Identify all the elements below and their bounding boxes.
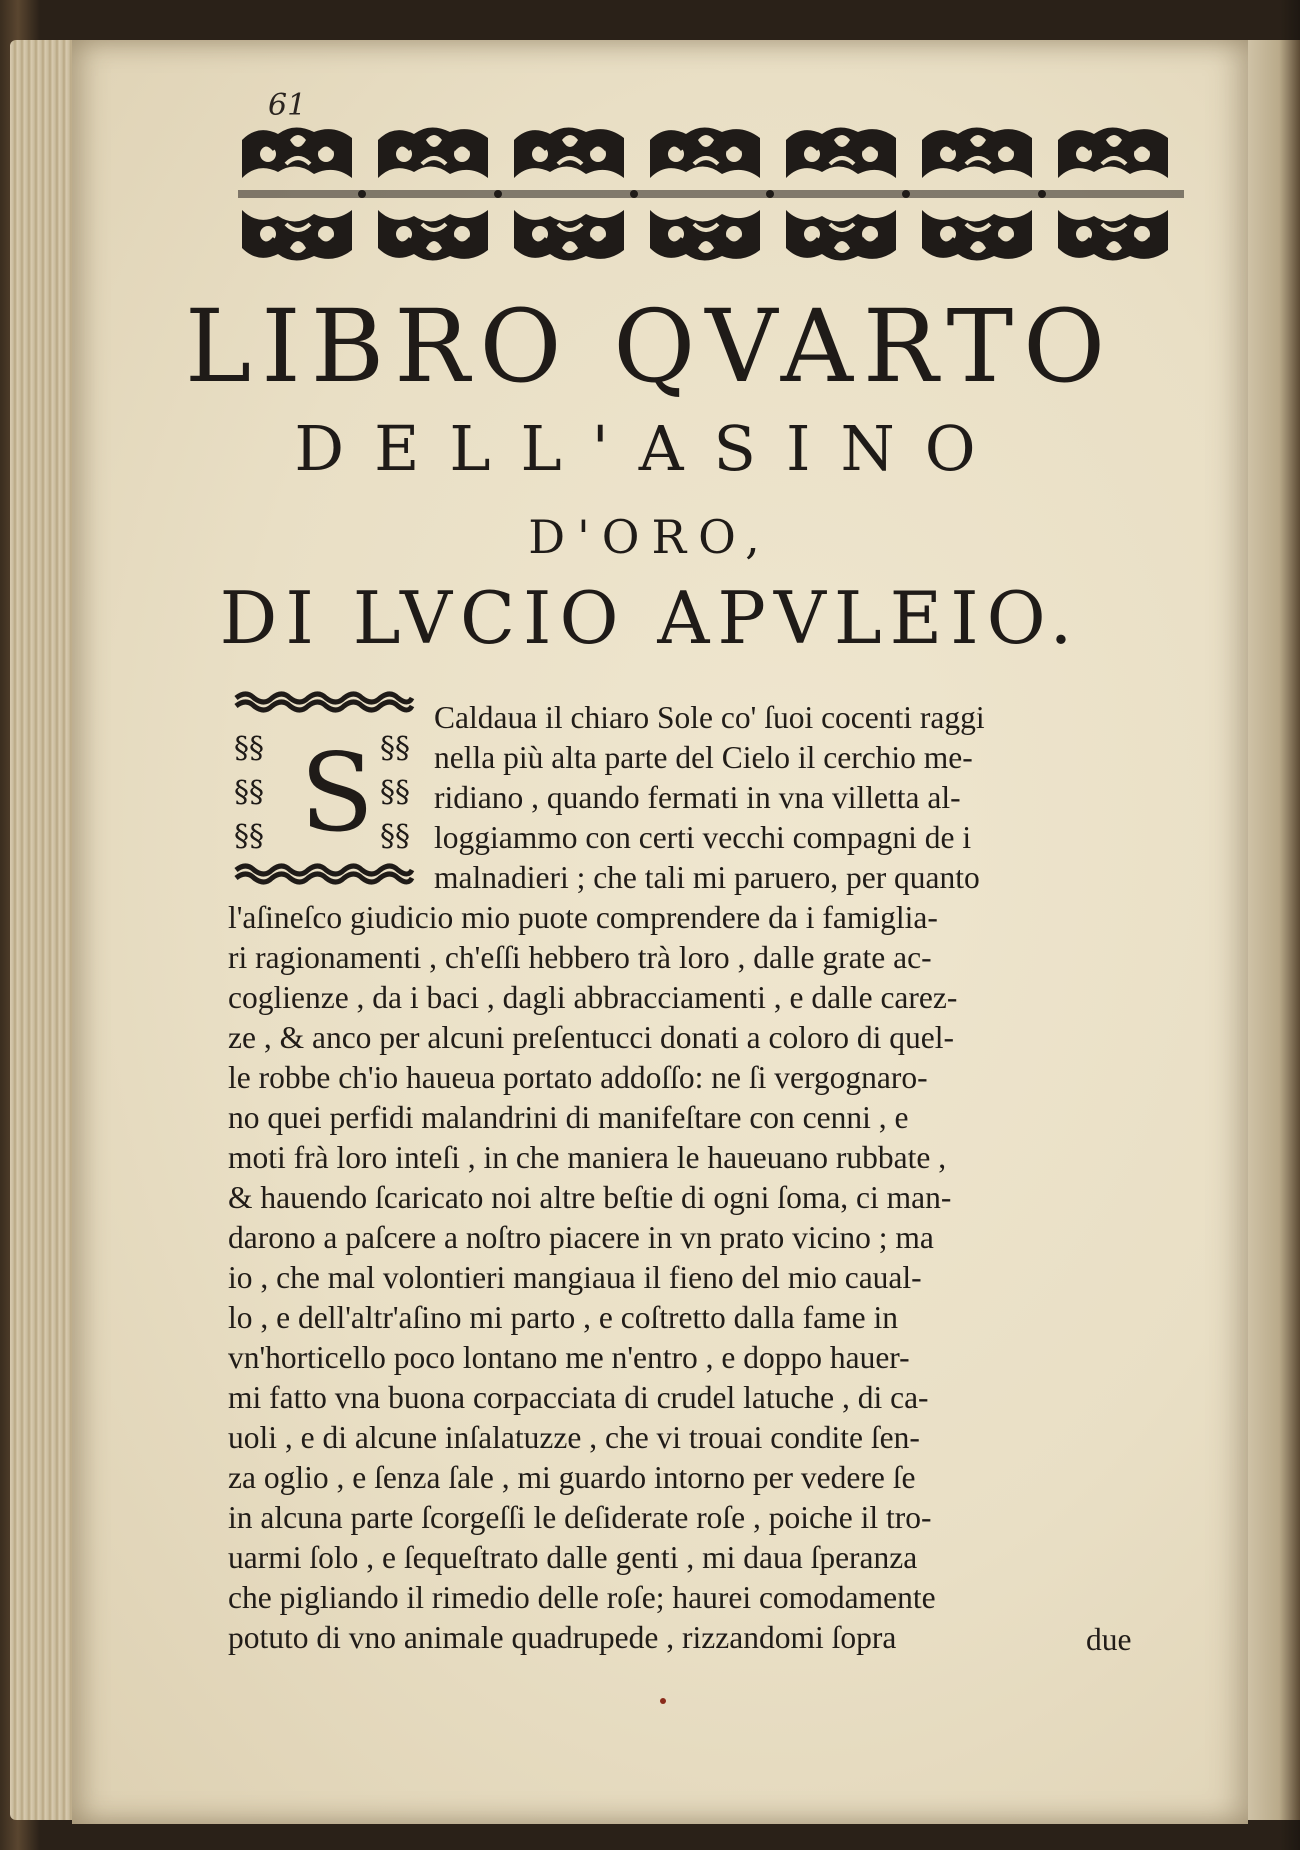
title-author: DI LVCIO APVLEIO.	[219, 576, 1081, 660]
text-line: che pigliando il rimedio delle roſe; haurei comodamente	[228, 1580, 936, 1615]
text-line: moti frà loro inteſi , in che maniera le haueuano rubbate ,	[228, 1140, 947, 1175]
text-line: potuto di vno animale quadrupede , rizzandomi ſopra	[228, 1620, 897, 1655]
text-line: Caldaua il chiaro Sole co' ſuoi cocenti raggi	[434, 700, 985, 735]
ink-spot	[660, 1698, 666, 1704]
text-line: darono a paſcere a noſtro piacere in vn prato vicino ; ma	[228, 1220, 934, 1255]
text-line: in alcuna parte ſcorgeſſi le deſiderate roſe , poiche il tro-	[228, 1500, 932, 1535]
text-line: lo , e dell'altr'aſino mi parto , e coſtretto dalla fame in	[228, 1300, 898, 1335]
decorative-headpiece	[238, 120, 1184, 268]
first-paragraph-lines	[434, 698, 1186, 898]
text-line: & hauendo ſcaricato noi altre beſtie di ogni ſoma, ci man-	[228, 1180, 952, 1215]
catchword: due	[1086, 1622, 1132, 1657]
title-d-oro: D'ORO,	[528, 510, 772, 564]
drop-cap: S	[300, 731, 374, 856]
text-line: l'aſineſco giudicio mio puote comprendere da i famiglia-	[228, 900, 938, 935]
text-line: ze , & anco per alcuni preſentucci donati a coloro di quel-	[228, 1020, 954, 1055]
body-text	[228, 898, 1188, 1658]
text-line: uoli , e di alcune inſalatuzze , che vi trouai condite ſen-	[228, 1420, 920, 1455]
page-number: 61	[268, 88, 307, 123]
text-line: vn'horticello poco lontano me n'entro , e doppo hauer-	[228, 1340, 910, 1375]
text-line: loggiammo con certi vecchi compagni de i	[434, 820, 972, 855]
text-line: io , che mal volontieri mangiaua il fieno del mio caual-	[228, 1260, 922, 1295]
text-line: mi fatto vna buona corpacciata di crudel latuche , di ca-	[228, 1380, 929, 1415]
svg-text:§§: §§	[234, 731, 264, 766]
text-line: coglienze , da i baci , dagli abbracciamenti , e dalle carez-	[228, 980, 958, 1015]
svg-text:§§: §§	[380, 731, 410, 766]
text-line: uarmi ſolo , e ſequeſtrato dalle genti , mi daua ſperanza	[228, 1540, 918, 1575]
text-line: le robbe ch'io haueua portato addoſſo: ne ſi vergognaro-	[228, 1060, 928, 1095]
text-line: no quei perfidi malandrini di manifeſtare con cenni , e	[228, 1100, 909, 1135]
text-line: za oglio , e ſenza ſale , mi guardo intorno per vedere ſe	[228, 1460, 916, 1495]
text-line: nella più alta parte del Cielo il cerchio me-	[434, 740, 973, 775]
svg-text:§§: §§	[234, 775, 264, 810]
title-libro-quarto: LIBRO QVARTO	[184, 288, 1116, 405]
svg-text:§§: §§	[380, 819, 410, 854]
text-line: ri ragionamenti , ch'eſſi hebbero trà loro , dalle grate ac-	[228, 940, 932, 975]
text-line: ridiano , quando fermati in vna villetta al-	[434, 780, 961, 815]
title-dell-asino: DELL'ASINO	[294, 412, 1006, 485]
text-line: malnadieri ; che tali mi paruero, per quanto	[434, 860, 980, 895]
svg-text:§§: §§	[234, 819, 264, 854]
svg-text:§§: §§	[380, 775, 410, 810]
